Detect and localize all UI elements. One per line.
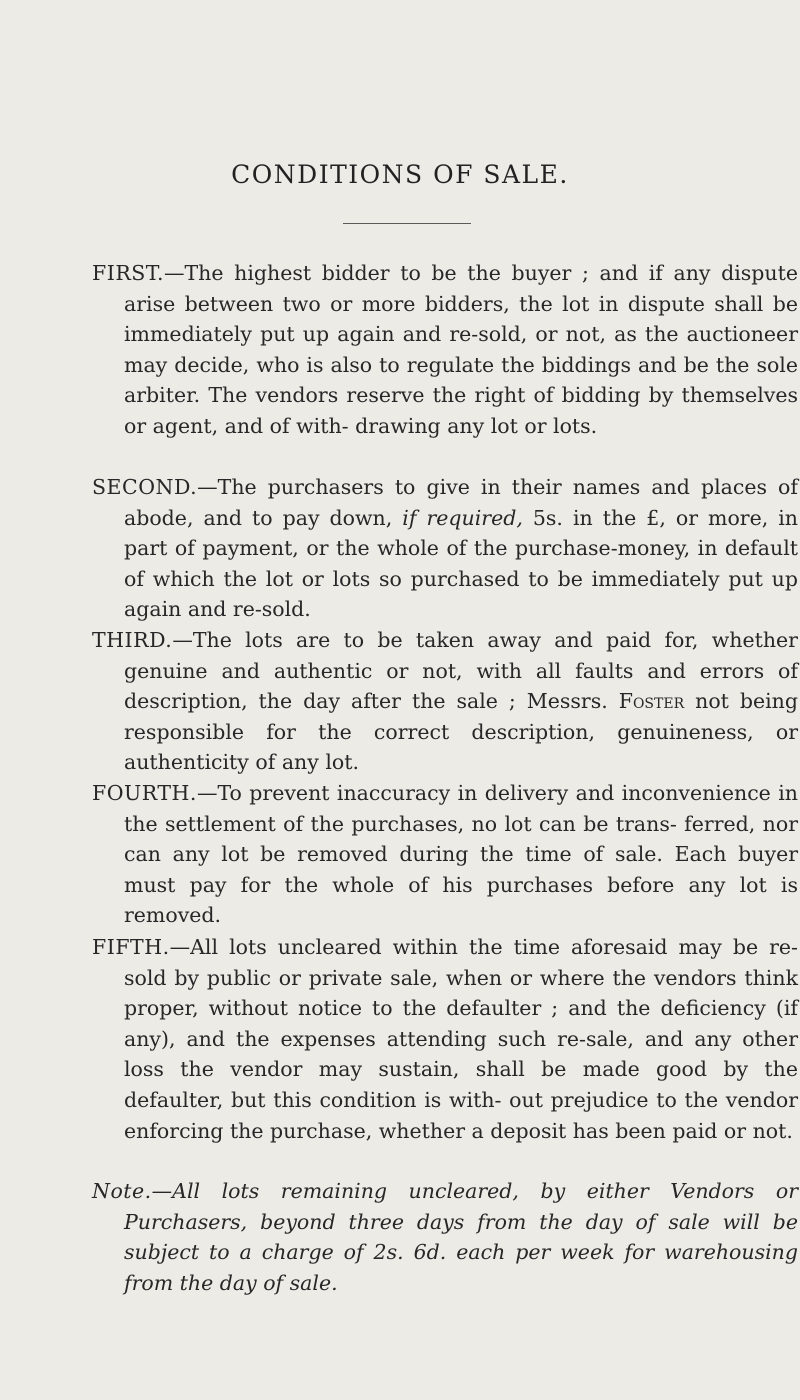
clause-fifth (92, 932, 798, 1146)
title-rule (343, 223, 471, 224)
page-title: CONDITIONS OF SALE. (231, 160, 569, 189)
clause-heading: FOURTH. (92, 781, 197, 805)
clause-text: not being responsible for the correct description, genuineness, or authenticity of any lot. (124, 689, 798, 775)
clause-text: 5s. in the £, or more, in part of payment, or the whole of the purchase-money, in default of which the lot or lots so purchased to be immediately put up again and re-sold. (124, 505, 799, 622)
clause-first (92, 258, 798, 442)
note-heading: Note. (92, 1179, 152, 1203)
warehousing-note (92, 1176, 798, 1298)
clause-emphasis: if required, (402, 505, 523, 530)
clause-heading: THIRD. (92, 628, 173, 652)
clause-fourth (92, 778, 798, 931)
clause-text: —All lots uncleared within the time aforesaid may be re-sold by public or private sale, when or where the vendors think proper, without notice to the defaulter ; and the deficiency (if any), and the expenses attending such re-sale, and any other loss the vendor may sustain, shall be made good by the defaulter, but this condition is with- out prejudice to the vendor enforcing the purchase, whether a deposit has been paid or not. (124, 935, 798, 1143)
clause-second (92, 472, 798, 625)
clause-heading: FIRST. (92, 261, 164, 285)
clause-text: —The lots are to be taken away and paid for, whether genuine and authentic or not, with all faults and errors of description, the day after the sale ; Messrs. (124, 628, 798, 714)
clause-third (92, 625, 798, 778)
clause-heading: SECOND. (92, 475, 198, 499)
clause-text: —The highest bidder to be the buyer ; and if any dispute arise between two or more bidders, the lot in dispute shall be immediately put up again and re-sold, or not, as the auctioneer may decide, who is also to regulate the biddings and be the sole arbiter. The vendors reserve the right of bidding by themselves or agent, and of with- drawing any lot or lots. (124, 261, 798, 438)
note-text: —All lots remaining uncleared, by either Vendors or Purchasers, beyond three days from the day of sale will be subject to a charge of 2s. 6d. each per week for warehousing from the day of sale. (124, 1179, 798, 1295)
firm-name: Foster (618, 689, 685, 714)
clause-text: —The purchasers to give in their names and places of abode, and to pay down, (124, 475, 798, 530)
clause-heading: FIFTH. (92, 935, 170, 959)
clause-text: —To prevent inaccuracy in delivery and inconvenience in the settlement of the purchases, no lot can be trans- ferred, nor can any lot be removed during the time of sale. Each buyer must pay for the whole of his purchases before any lot is removed. (124, 781, 798, 928)
